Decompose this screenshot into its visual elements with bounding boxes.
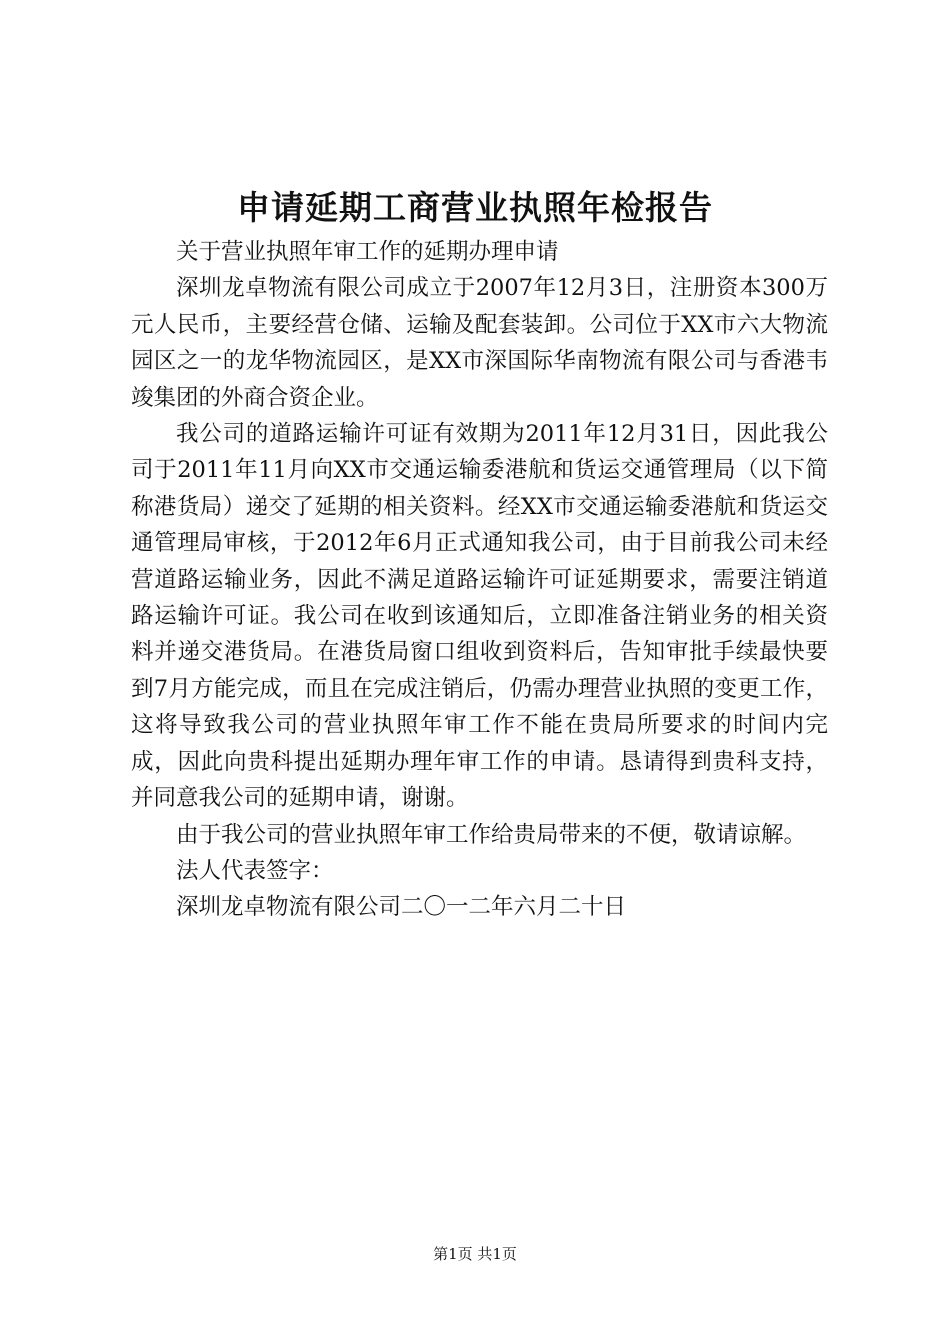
paragraph-company-date: 深圳龙卓物流有限公司二〇一二年六月二十日 — [176, 894, 627, 921]
paragraph-subject: 关于营业执照年审工作的延期办理申请 — [176, 239, 559, 265]
page-footer: 第1页 共1页 — [433, 1245, 517, 1263]
document-body — [131, 234, 828, 926]
paragraph-company-intro: 深圳龙卓物流有限公司成立于2007年12月3日，注册资本300万元人民币，主要经营仓储、运输及配套装卸。公司位于XX市六大物流园区之一的龙华物流园区，是XX市深国际华南物流有限公司与香港韦竣集团的外商合资企业。 — [131, 275, 828, 411]
paragraph-license-details: 我公司的道路运输许可证有效期为2011年12月31日，因此我公司于2011年11月向XX市交通运输委港航和货运交通管理局（以下简称港货局）递交了延期的相关资料。经XX市交通运输委港航和货运交通管理局审核，于2012年6月正式通知我公司，由于目前我公司未经营道路运输业务，因此不满足道路运输许可证延期要求，需要注销道路运输许可证。我公司在收到该通知后，立即准备注销业务的相关资料并递交港货局。在港货局窗口组收到资料后，告知审批手续最快要到7月方能完成，而且在完成注销后，仍需办理营业执照的变更工作，这将导致我公司的营业执照年审工作不能在贵局所要求的时间内完成，因此向贵科提出延期办理年审工作的申请。恳请得到贵科支持，并同意我公司的延期申请，谢谢。 — [131, 421, 828, 812]
document-title: 申请延期工商营业执照年检报告 — [237, 188, 713, 227]
paragraph-signature-label: 法人代表签字： — [176, 857, 334, 884]
paragraph-apology: 由于我公司的营业执照年审工作给贵局带来的不便，敬请谅解。 — [176, 821, 807, 848]
